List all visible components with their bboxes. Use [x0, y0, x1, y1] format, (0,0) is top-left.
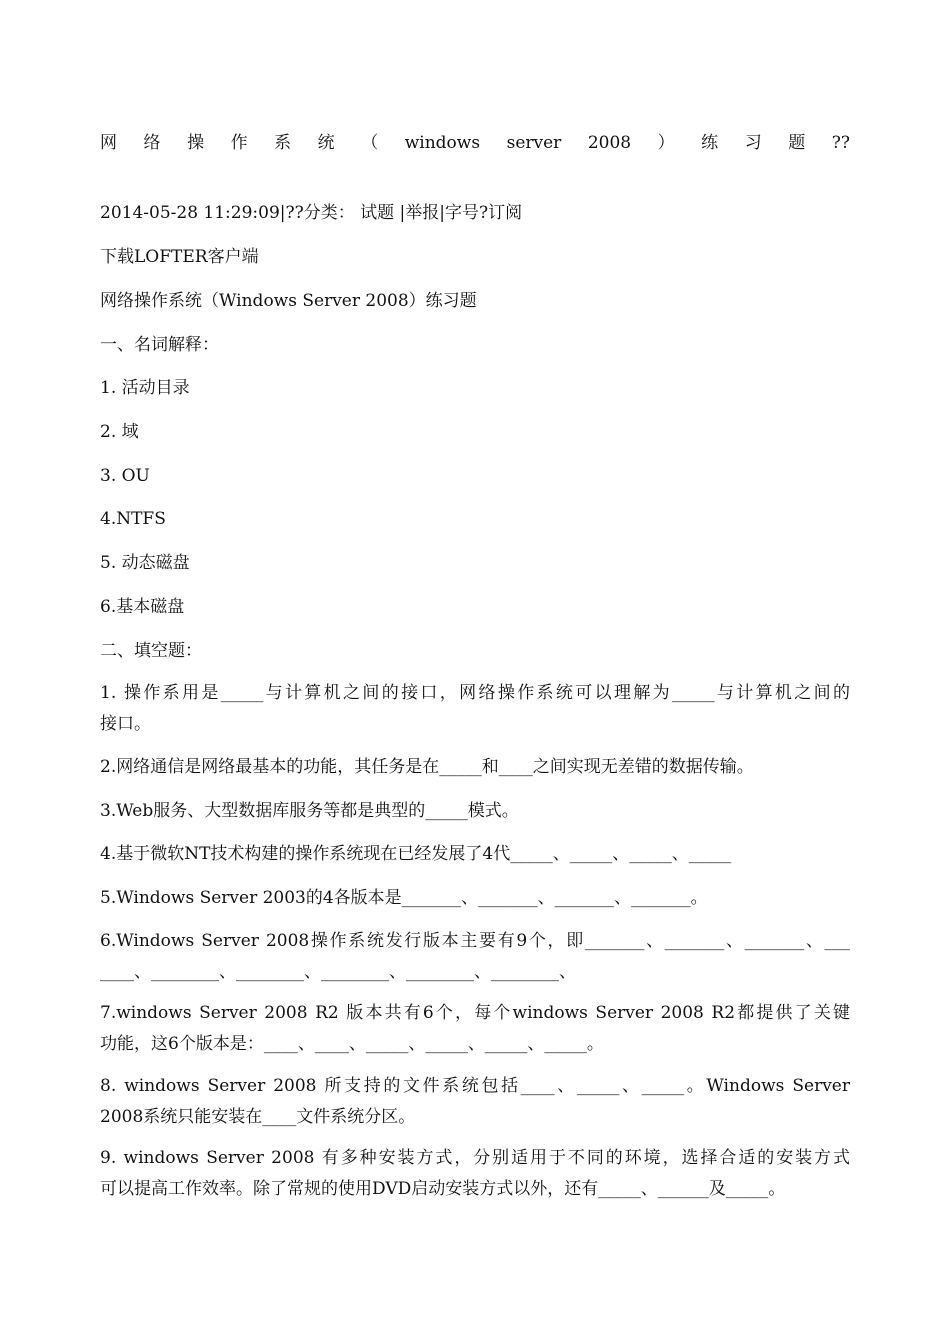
- title-token: windows: [404, 133, 481, 153]
- question-4: 4.基于微软NT技术构建的操作系统现在已经发展了4代_____、_____、_____、_____: [100, 844, 732, 864]
- question-line: 功能，这6个版本是：____、____、_____、_____、_____、_____。: [100, 1034, 604, 1054]
- question-line: 可以提高工作效率。除了常规的使用DVD启动安装方式以外，还有_____、______及_____。: [100, 1179, 786, 1199]
- section2-heading: 二、填空题：: [100, 641, 202, 661]
- meta-line: 2014-05-28 11:29:09|??分类： 试题 |举报|字号?订阅: [100, 203, 523, 223]
- header-title: [100, 132, 850, 154]
- question-line: 7.windows Server 2008 R2 版本共有6个，每个windows Server 2008 R2都提供了关键: [100, 1003, 850, 1023]
- question-1: [100, 678, 850, 740]
- question-line: 1. 操作系用是_____与计算机之间的接口，网络操作系统可以理解为_____与计算机之间的: [100, 683, 850, 703]
- title-token: 网: [100, 133, 117, 153]
- title-token: ??: [831, 133, 850, 153]
- term-item: 5. 动态磁盘: [100, 553, 190, 573]
- title-token: 操: [187, 133, 205, 153]
- question-5: 5.Windows Server 2003的4各版本是_______、_______、_______、_______。: [100, 888, 708, 908]
- question-line: 6.Windows Server 2008操作系统发行版本主要有9个，即_______、_______、_______、___: [100, 931, 850, 951]
- title-token: 题: [788, 133, 806, 153]
- question-6: [100, 926, 850, 988]
- title-token: 作: [230, 133, 248, 153]
- question-line: 2008系统只能安装在____文件系统分区。: [100, 1107, 416, 1127]
- question-8: [100, 1071, 850, 1133]
- question-9: [100, 1143, 850, 1205]
- title-token: server: [506, 133, 562, 153]
- term-item: 1. 活动目录: [100, 378, 190, 398]
- title-token: 2008: [587, 133, 632, 153]
- document-title: 网络操作系统（Windows Server 2008）练习题: [100, 291, 477, 311]
- title-token: 练: [701, 133, 719, 153]
- question-line: ____、________、________、________、________、________、: [100, 962, 576, 982]
- section1-heading: 一、名词解释：: [100, 335, 219, 355]
- title-token: 习: [744, 133, 762, 153]
- term-item: 3. OU: [100, 466, 150, 486]
- title-token: 络: [143, 133, 161, 153]
- title-token: 统: [317, 133, 335, 153]
- question-line: 接口。: [100, 714, 151, 734]
- question-3: 3.Web服务、大型数据库服务等都是典型的_____模式。: [100, 801, 519, 821]
- question-line: 8. windows Server 2008 所支持的文件系统包括____、_____、_____。Windows Server: [100, 1076, 850, 1096]
- title-token: 系: [274, 133, 292, 153]
- term-item: 6.基本磁盘: [100, 597, 185, 617]
- title-token: ）: [657, 133, 675, 153]
- download-link[interactable]: 下载LOFTER客户端: [100, 247, 259, 267]
- question-7: [100, 998, 850, 1060]
- term-item: 2. 域: [100, 422, 139, 442]
- term-item: 4.NTFS: [100, 509, 166, 529]
- title-token: （: [361, 133, 379, 153]
- question-line: 9. windows Server 2008 有多种安装方式，分别适用于不同的环境，选择合适的安装方式: [100, 1148, 850, 1168]
- question-2: 2.网络通信是网络最基本的功能，其任务是在_____和____之间实现无差错的数据传输。: [100, 757, 754, 777]
